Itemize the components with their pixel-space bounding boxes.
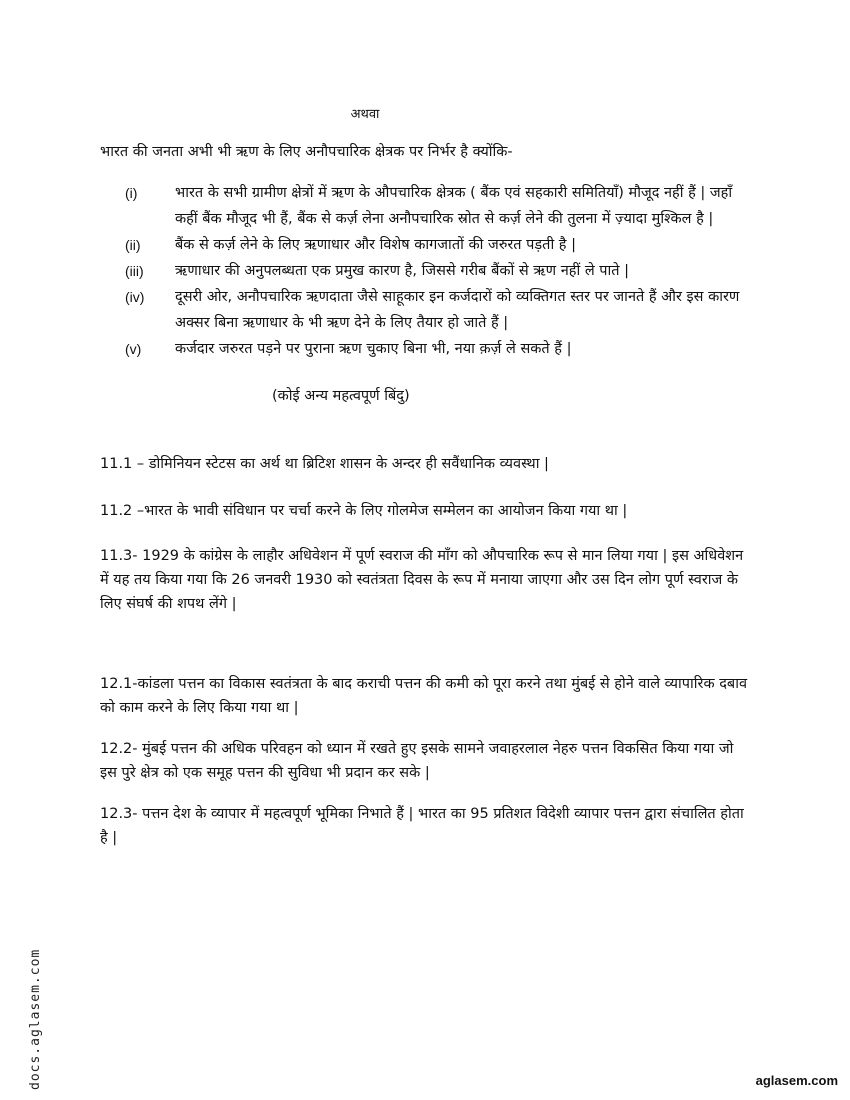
corner-watermark: aglasem.com [755, 1073, 838, 1088]
item-text: दूसरी ओर, अनौपचारिक ऋणदाता जैसे साहूकार इन कर्जदारों को व्यक्तिगत स्तर पर जानते हैं और इस कारण अक्सर बिना ऋणाधार के भी ऋण देने के लिए तैयार हो जाते हैं | [175, 289, 740, 331]
side-watermark: docs.aglasem.com [28, 948, 43, 1090]
reasons-list [125, 180, 750, 362]
answer-11-3: 11.3- 1929 के कांग्रेस के लाहौर अधिवेशन में पूर्ण स्वराज की माँग को औपचारिक रूप से मान लिया गया | इस अधिवेशन में यह तय किया गया कि 26 जनवरी 1930 को स्वतंत्रता दिवस के रूप में मनाया जाएगा और उस दिन लोग पूर्ण स्वराज के लिए संघर्ष की शपथ लेंगे | [100, 548, 744, 612]
intro-text: भारत की जनता अभी भी ऋण के लिए अनौपचारिक क्षेत्रक पर निर्भर है क्योंकि- [100, 144, 513, 160]
answer-11-1: 11.1 – डोमिनियन स्टेटस का अर्थ था ब्रिटिश शासन के अन्दर ही सवैंधानिक व्यवस्था | [100, 456, 549, 472]
list-item [125, 258, 750, 284]
item-text: भारत के सभी ग्रामीण क्षेत्रों में ऋण के औपचारिक क्षेत्रक ( बैंक एवं सहकारी समितियाँ) मौजूद नहीं हैं | जहाँ कहीं बैंक मौजूद भी हैं, बैंक से कर्ज़ लेना अनौपचारिक स्रोत से कर्ज़ लेने की तुलना में ज़्यादा मुश्किल है | [175, 185, 733, 227]
item-text: ऋणाधार की अनुपलब्धता एक प्रमुख कारण है, जिससे गरीब बैंकों से ऋण नहीं ले पाते | [175, 263, 630, 279]
answer-12-2: 12.2- मुंबई पत्तन की अधिक परिवहन को ध्यान में रखते हुए इसके सामने जवाहरलाल नेहरु पत्तन विकसित किया गया जो इस पुरे क्षेत्र को एक समूह पत्तन की सुविधा भी प्रदान कर सके | [100, 741, 734, 781]
list-item [125, 180, 750, 232]
item-number: (iv) [125, 289, 145, 305]
item-text: बैंक से कर्ज़ लेने के लिए ऋणाधार और विशेष कागजातों की जरुरत पड़ती है | [175, 237, 576, 253]
item-number: (v) [125, 341, 142, 357]
item-number: (i) [125, 185, 138, 201]
item-number: (iii) [125, 263, 144, 279]
item-text: कर्जदार जरुरत पड़ने पर पुराना ऋण चुकाए बिना भी, नया क़र्ज़ ले सकते हैं | [175, 341, 572, 357]
or-heading: अथवा [350, 107, 380, 122]
answer-12-1: 12.1-कांडला पत्तन का विकास स्वतंत्रता के बाद कराची पत्तन की कमी को पूरा करने तथा मुंबई से होने वाले व्यापारिक दबाव को काम करने के लिए किया गया था | [100, 676, 748, 716]
list-item [125, 232, 750, 258]
answer-11-2: 11.2 –भारत के भावी संविधान पर चर्चा करने के लिए गोलमेज सम्मेलन का आयोजन किया गया था | [100, 503, 628, 519]
answer-12-3: 12.3- पत्तन देश के व्यापार में महत्वपूर्ण भूमिका निभाते हैं | भारत का 95 प्रतिशत विदेशी व्यापार पत्तन द्वारा संचालित होता है | [100, 806, 744, 846]
list-item [125, 336, 750, 362]
other-points-note: (कोई अन्य महत्वपूर्ण बिंदु) [272, 388, 410, 404]
list-item [125, 284, 750, 336]
item-number: (ii) [125, 237, 141, 253]
